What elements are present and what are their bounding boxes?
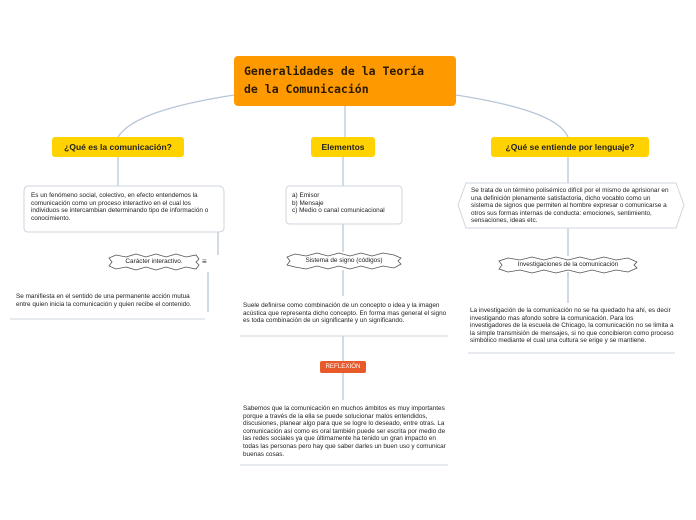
note-text: La investigación de la comunicación no se ha quedado ha ahí, es decir investigando mas afondo sobre la comunicación. Para los investigadores de la escuela de Chicago, la comunicación no se limita a la simple transmisión de mensajes, si no que concibieron como proceso simbólico mediante el cual una cultura se erige y se mantiene. bbox=[470, 307, 674, 345]
element-item: b) Mensaje bbox=[292, 199, 324, 207]
subtopic-sistema-de-signo[interactable] bbox=[286, 252, 402, 270]
element-item: c) Medio o canal comunicacional bbox=[292, 207, 385, 215]
note-text: Suele definirse como combinación de un concepto o idea y la imagen acústica que representa dicho concepto. En forma mas general el signo es toda combinación de un significante y un significando. bbox=[243, 302, 447, 325]
branch-que-es-comunicacion[interactable] bbox=[52, 137, 184, 157]
note-investigaciones bbox=[470, 307, 674, 345]
tag-reflexion[interactable] bbox=[320, 361, 366, 373]
subtopic-label: Sistema de signo (códigos) bbox=[305, 257, 383, 264]
definition-comunicacion bbox=[24, 187, 224, 227]
definition-text: Se trata de un término polisémico difícil por el mismo de aprisionar en una definición plenamente satisfactoria, dicho vocablo como un sistema de signos que permiten al hombre expresar o comunicarse a otros sus formas internas de conducta: emociones, sentimiento, sensaciones, ideas etc. bbox=[471, 187, 669, 225]
note-caracter-interactivo bbox=[16, 293, 202, 308]
note-text: Se manifiesta en el sentido de una permanente acción mutua entre quien inicia la comunicación y quien recibe el contenido. bbox=[16, 293, 192, 308]
elements-list bbox=[286, 188, 402, 219]
subtopic-label: Carácter interactivo. bbox=[125, 258, 183, 265]
definition-lenguaje bbox=[466, 184, 676, 228]
branch-elementos[interactable] bbox=[311, 137, 375, 157]
subtopic-label: Investigaciones de la comunicación bbox=[517, 261, 619, 268]
subtopic-investigaciones[interactable] bbox=[498, 256, 638, 274]
element-item: a) Emisor bbox=[292, 192, 320, 199]
branch-que-es-lenguaje[interactable] bbox=[491, 137, 649, 157]
note-text: Sabemos que la comunicación en muchos ámbitos es muy importantes porque a través de la ella se puede solucionar malos entendidos, discusiones, planear algo para que se logre lo deseado, entre otras. La comunicación así como es oral también puede ser escrita por medio de las redes sociales ya que últimamente ha tenido un gran impacto en todas las personas pero hay que saber darles un buen uso y comunicar buenas cosas. bbox=[243, 405, 446, 458]
branch-title: ¿Qué se entiende por lenguaje? bbox=[505, 142, 635, 152]
branch-title: Elementos bbox=[321, 142, 365, 152]
note-sistema-de-signo bbox=[243, 302, 447, 325]
tag-label: REFLEXIÓN bbox=[325, 363, 361, 370]
central-title-line-1: Generalidades de la Teoría bbox=[244, 64, 425, 78]
subtopic-caracter-interactivo[interactable] bbox=[108, 253, 200, 271]
branch-title: ¿Qué es la comunicación? bbox=[64, 142, 172, 152]
note-reflexion bbox=[243, 405, 447, 458]
central-title-line-2: de la Comunicación bbox=[244, 82, 369, 96]
menu-icon[interactable]: ≡ bbox=[202, 257, 207, 266]
central-topic[interactable] bbox=[234, 56, 456, 106]
definition-text: Es un fenómeno social, colectivo, en efecto entendemos la comunicación como un proceso interactivo en el cual los individuos se intercambian determinando tipo de información o conocimiento. bbox=[31, 192, 209, 222]
